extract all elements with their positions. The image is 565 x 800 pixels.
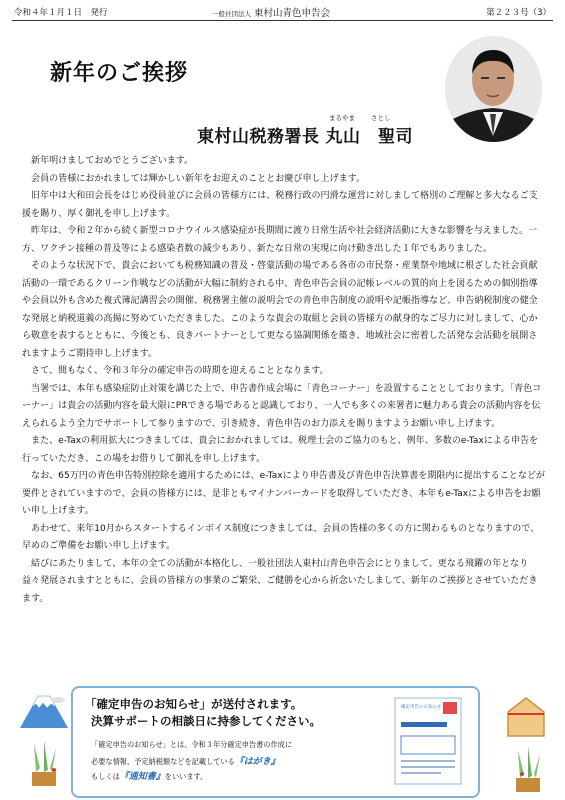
paragraph: また、e-Taxの利用拡大につきましては、貴会におかれましては、税理士会のご協力のもと、例年、多数のe-Taxによる申告を行っていただき、この場をお借りして御礼を申し上げます。 [22,436,539,464]
mount-fuji-icon [18,688,70,732]
issue-date: 令和４年１月１日 発行 [14,8,108,18]
page-header [0,0,565,22]
author-ruby-given: さとし [371,114,391,122]
organization-name [212,5,330,19]
paragraph: 昨年は、令和２年から続く新型コロナウイルス感染症が長期間に渡り日常生活や社会経済活動に大きな影響を与えました。一方、ワクチン接種の普及等による感染者数の減少もあり、新たな日常の実現に向け動き出した１年でもありました。 [22,226,538,254]
author-byline [197,122,413,147]
paragraph: さて、間もなく、令和３年分の確定申告の時期を迎えることとなります。 [31,366,329,376]
author-ruby-family: まるやま [329,114,355,122]
notice-detail-3 [91,769,207,782]
notice-detail-3a: もしくは [91,772,120,781]
author-title: 東村山税務署長 [197,127,320,147]
org-prefix: 一般社団法人 [212,10,251,18]
author-portrait [445,36,542,142]
kadomatsu-icon [508,744,548,794]
notice-headline-1: 「確定申告のお知らせ」が送付されます。 [85,697,303,711]
notice-notification-term: 『通知書』 [119,772,165,782]
postcard-label: 確定申告のお知らせ [401,705,442,710]
notice-detail-3c: をいいます。 [164,772,208,781]
paragraph: なお、65万円の青色申告特別控除を適用するためには、e-Taxにより申告書及び青色申告決算書を期限内に提出することなどが要件とされていますので、会員の皆様方には、是非ともマイナンバーカードを取得していただき、本年もe-Taxによる申告をお願い申し上げます。 [22,471,545,516]
kadomatsu-icon [24,738,64,788]
paragraph: 旧年中は大和田会長をはじめ役員並びに会員の皆様方には、税務行政の円滑な運営に対しまして格別のご理解と多大なるご支援を賜り、厚く御礼を申し上げます。 [22,191,538,219]
ema-plaque-icon [504,694,548,740]
paragraph: あわせて、来年10月からスタートするインボイス制度につきましては、会員の皆様の多くの方に関わるものとなりますので、早めのご準備をお願い申し上げます。 [22,523,540,551]
article-title: 新年のご挨拶 [50,61,189,86]
paragraph: 当署では、本年も感染症防止対策を講じた上で、申告書作成会場に「青色コーナー」を設置することとしております。「青色コーナー」は貴会の活動内容を最大限にPRできる場であると認識しており、一人でも多くの来署者に魅力ある貴会の活動内容を伝えられるよう全力でサポートして参りますので、引き続き、青色申告のお力添えを賜りますようお願い申し上げます。 [22,383,542,429]
notice-postcard-term: 『はがき』 [234,757,280,767]
org-name-text: 東村山青色申告会 [254,8,331,19]
issue-number: 第２２３号（3） [486,8,551,18]
notice-detail-2a: 必要な情報、予定納税額などを記載している [91,757,235,766]
notice-box [71,686,480,798]
notice-headline-2: 決算サポートの相談日に持参してください。 [91,714,321,728]
notice-detail-1: 「確定申告のお知らせ」とは、令和３年分確定申告書の作成に [91,740,293,749]
paragraph: 結びにあたりまして、本年の全ての活動が本格化し、一般社団法人東村山青色申告会にとりまして、更なる飛躍の年となり益々発展されますとともに、会員の皆様方の事業のご繁栄、ご健勝を心から祈念いたしまして、新年のご挨拶とさせていただきます。 [22,558,538,604]
article-body [22,153,546,608]
paragraph: 会員の皆様におかれましては輝かしい新年をお迎えのこととお慶び申し上げます。 [31,173,366,184]
paragraph: そのような状況下で、貴会においても税務知識の普及・啓蒙活動の場である各市の市民祭・産業祭や地域に根ざした社会貢献活動の一環であるクリーン作戦などの活動が大幅に制約される中、青色申告会員の記帳レベルの質的向上を図るための個別指導や会員以外も含めた複式簿記講習会の開催、税務署主催の説明会での青色申告制度の説明や記帳指導など、申告納税制度の健全な発展と納税道義の高揚に努めていただきました。このような貴会の取組と会員の皆様方の献身的なご尽力に対しまして、心から敬意を表するとともに、今後とも、良きパートナーとして更なる協調関係を築き、地域社会に密着した活発な会活動を展開されますようご期待申し上げます。 [22,261,538,359]
header-divider [12,20,553,21]
author-name: 丸山 聖司 [325,127,413,147]
paragraph: 新年明けましておめでとうございます。 [31,156,194,166]
notice-detail-2 [91,754,280,767]
